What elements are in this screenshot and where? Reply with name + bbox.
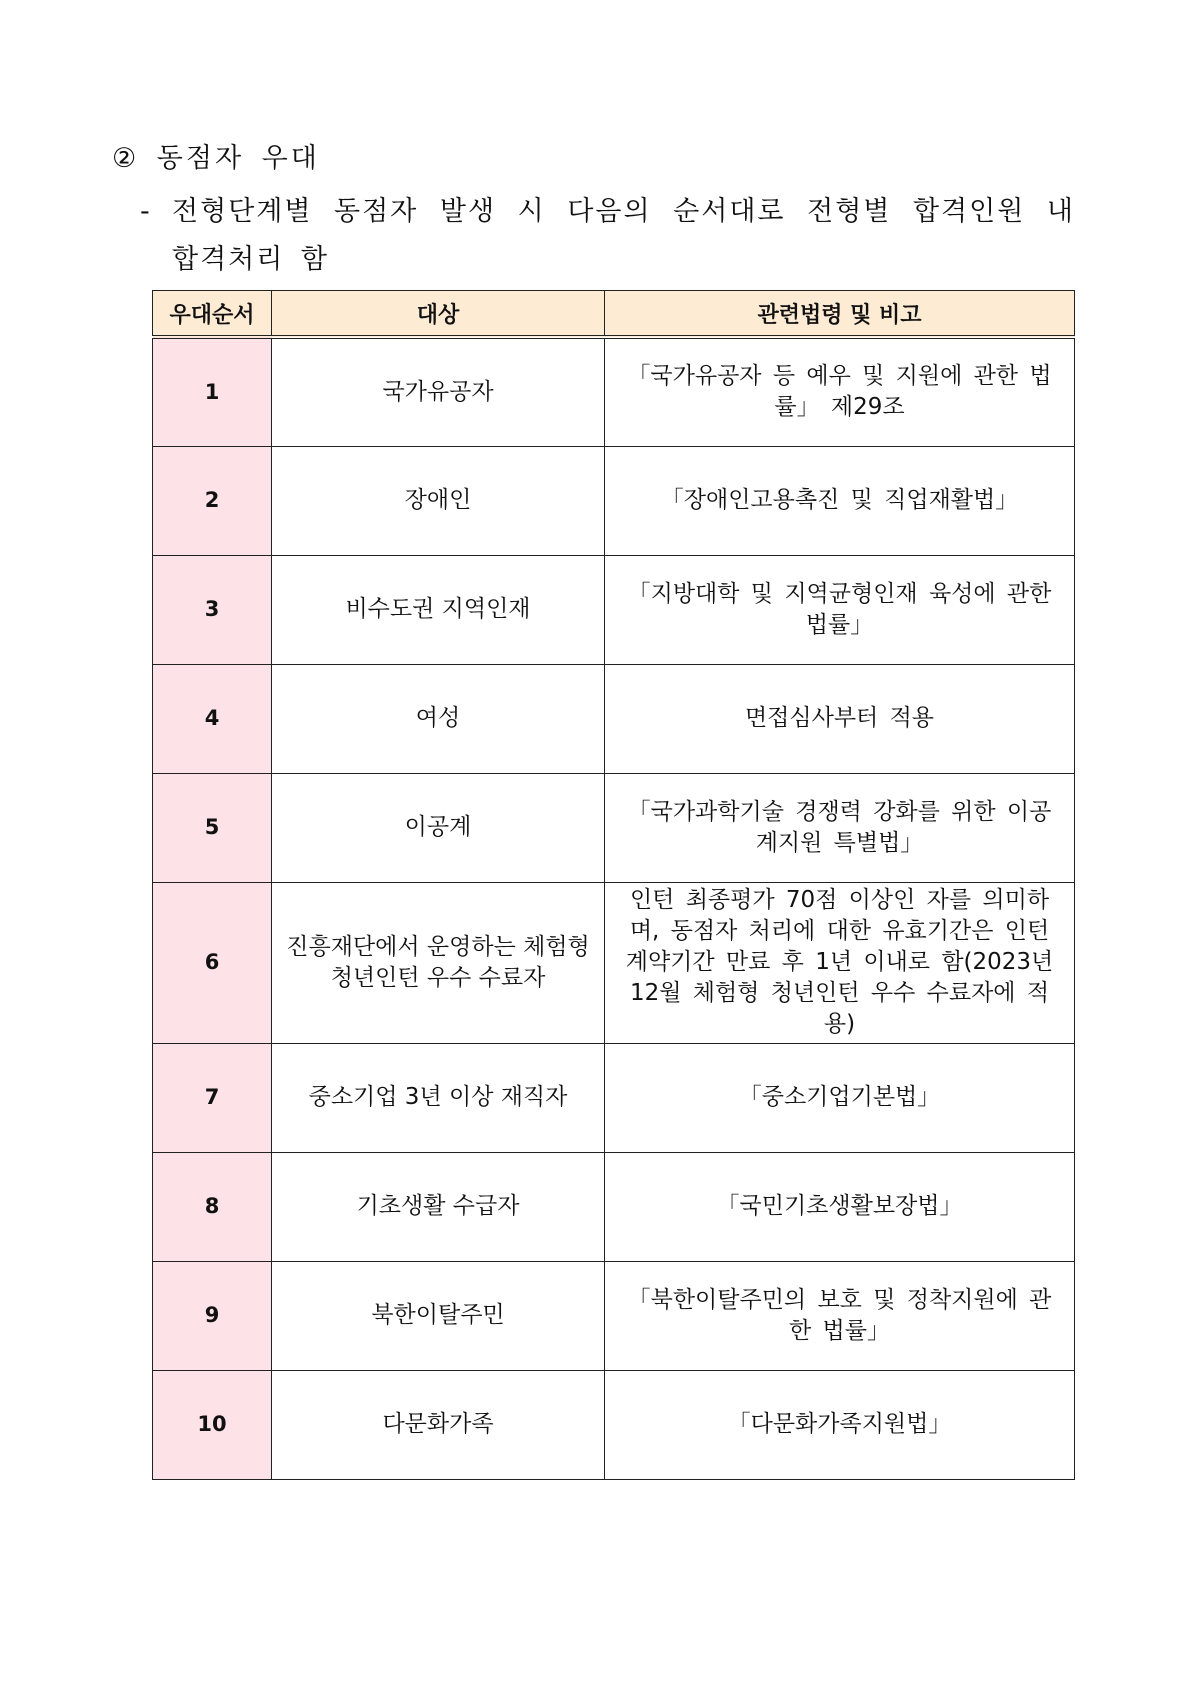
order-cell: 1 (153, 337, 272, 446)
note-cell: 면접심사부터 적용 (605, 664, 1075, 773)
table-row (153, 1261, 1075, 1370)
order-cell: 8 (153, 1152, 272, 1261)
note-cell: 인턴 최종평가 70점 이상인 자를 의미하며, 동점자 처리에 대한 유효기간은 인턴 계약기간 만료 후 1년 이내로 함(2023년 12월 체험형 청년인턴 우수 수료자에 적용) (605, 882, 1075, 1043)
header-target: 대상 (272, 291, 605, 338)
table-row (153, 882, 1075, 1043)
bullet-text: 전형단계별 동점자 발생 시 다음의 순서대로 전형별 합격인원 내 합격처리 함 (172, 196, 1075, 275)
note-cell: 「중소기업기본법」 (605, 1043, 1075, 1152)
note-cell: 「국민기초생활보장법」 (605, 1152, 1075, 1261)
note-cell: 「국가과학기술 경쟁력 강화를 위한 이공계지원 특별법」 (605, 773, 1075, 882)
header-order: 우대순서 (153, 291, 272, 338)
target-cell: 중소기업 3년 이상 재직자 (272, 1043, 605, 1152)
note-cell: 「국가유공자 등 예우 및 지원에 관한 법률」 제29조 (605, 337, 1075, 446)
order-cell: 3 (153, 555, 272, 664)
order-cell: 9 (153, 1261, 272, 1370)
target-cell: 국가유공자 (272, 337, 605, 446)
order-cell: 5 (153, 773, 272, 882)
table-row (153, 1370, 1075, 1479)
target-cell: 비수도권 지역인재 (272, 555, 605, 664)
order-cell: 6 (153, 882, 272, 1043)
table-header-row (153, 291, 1075, 338)
section-title: ② 동점자 우대 (112, 143, 320, 174)
order-cell: 7 (153, 1043, 272, 1152)
order-cell: 4 (153, 664, 272, 773)
order-cell: 10 (153, 1370, 272, 1479)
table-row (153, 1152, 1075, 1261)
target-cell: 진흥재단에서 운영하는 체험형 청년인턴 우수 수료자 (272, 882, 605, 1043)
table-row (153, 664, 1075, 773)
header-note: 관련법령 및 비고 (605, 291, 1075, 338)
target-cell: 이공계 (272, 773, 605, 882)
table-row (153, 555, 1075, 664)
bullet-item (140, 188, 1075, 284)
order-cell: 2 (153, 446, 272, 555)
target-cell: 다문화가족 (272, 1370, 605, 1479)
note-cell: 「다문화가족지원법」 (605, 1370, 1075, 1479)
note-cell: 「장애인고용촉진 및 직업재활법」 (605, 446, 1075, 555)
bullet-dash: - (140, 196, 152, 227)
table-row (153, 446, 1075, 555)
preference-table (152, 290, 1075, 1480)
table-row (153, 1043, 1075, 1152)
table-row (153, 773, 1075, 882)
note-cell: 「북한이탈주민의 보호 및 정착지원에 관한 법률」 (605, 1261, 1075, 1370)
note-cell: 「지방대학 및 지역균형인재 육성에 관한 법률」 (605, 555, 1075, 664)
target-cell: 북한이탈주민 (272, 1261, 605, 1370)
target-cell: 장애인 (272, 446, 605, 555)
target-cell: 여성 (272, 664, 605, 773)
target-cell: 기초생활 수급자 (272, 1152, 605, 1261)
table-row (153, 337, 1075, 446)
